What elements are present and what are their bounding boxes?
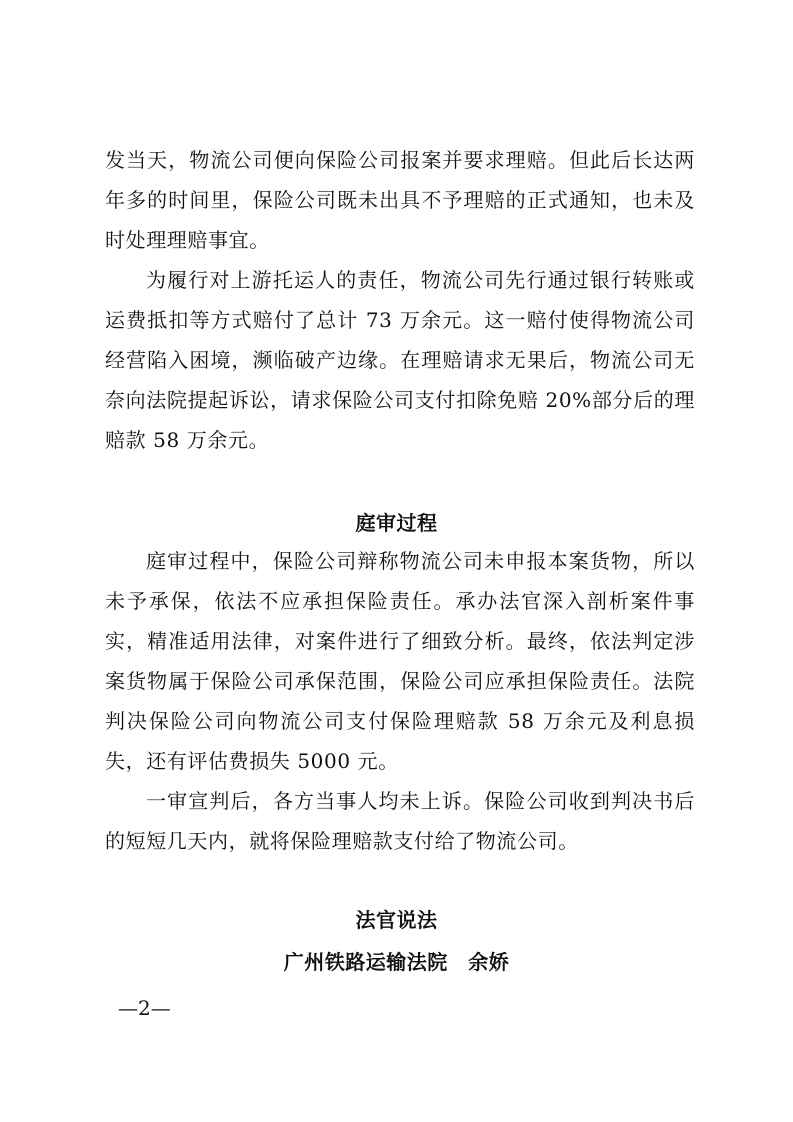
section-intro [105,140,695,460]
paragraph-compensation-lawsuit: 为履行对上游托运人的责任，物流公司先行通过银行转账或运费抵扣等方式赔付了总计 73 万余元。这一赔付使得物流公司经营陷入困境，濒临破产边缘。在理赔请求无果后，物流公司无奈向法院提起诉讼，请求保险公司支付扣除免赔 20%部分后的理赔款 58 万余元。 [105,268,695,452]
heading-judge-commentary: 法官说法 [355,908,438,932]
byline-court-judge: 广州铁路运输法院 余娇 [283,950,510,974]
paragraph-report-claim: 发当天，物流公司便向保险公司报案并要求理赔。但此后长达两年多的时间里，保险公司既未出具不予理赔的正式通知，也未及时处理理赔事宜。 [105,148,695,252]
section-trial [105,541,695,861]
paragraph-first-instance: 一审宣判后，各方当事人均未上诉。保险公司收到判决书后的短短几天内，就将保险理赔款支付给了物流公司。 [105,789,695,853]
paragraph-trial-details: 庭审过程中，保险公司辩称物流公司未申报本案货物，所以未予承保，依法不应承担保险责任。承办法官深入剖析案件事实，精准适用法律，对案件进行了细致分析。最终，依法判定涉案货物属于保险公司承保范围，保险公司应承担保险责任。法院判决保险公司向物流公司支付保险理赔款 58 万余元及利息损失，还有评估费损失 5000 元。 [105,549,695,773]
page-number: —2— [118,996,171,1020]
heading-trial-process: 庭审过程 [355,511,438,535]
